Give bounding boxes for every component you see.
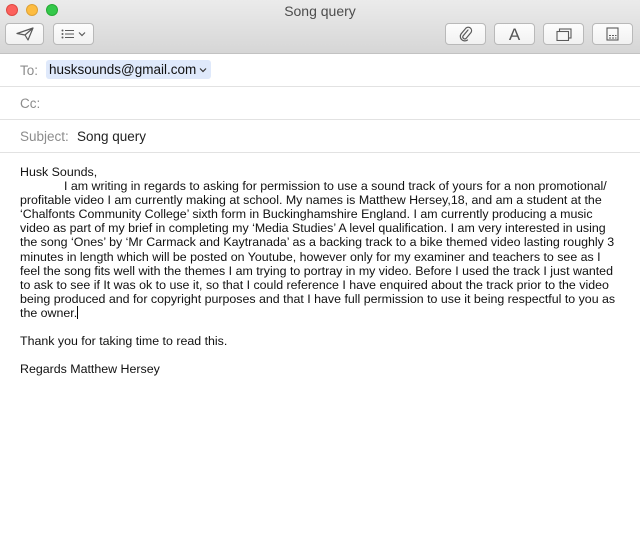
cc-row[interactable] (0, 87, 640, 120)
format-list-button[interactable] (53, 23, 94, 45)
message-paragraph (20, 179, 618, 320)
window-icon (556, 28, 572, 41)
fonts-button[interactable] (494, 23, 535, 45)
signoff-line: Regards Matthew Hersey (20, 362, 160, 377)
cc-label: Cc: (20, 96, 41, 111)
subject-field[interactable]: Song query (77, 129, 147, 144)
to-recipient-token[interactable] (46, 60, 211, 79)
send-button[interactable] (5, 23, 44, 45)
paperclip-icon (459, 26, 473, 42)
paper-plane-icon (16, 27, 34, 41)
window-title: Song query (284, 3, 356, 19)
subject-label: Subject: (20, 129, 69, 144)
to-recipient-address: husksounds@gmail.com (49, 62, 197, 77)
text-caret (77, 306, 78, 319)
message-body[interactable] (20, 165, 618, 376)
list-icon (61, 29, 75, 39)
attach-button[interactable] (445, 23, 486, 45)
thanks-line: Thank you for taking time to read this. (20, 334, 228, 349)
to-row (0, 54, 640, 87)
photo-browser-icon (606, 27, 619, 41)
chevron-down-icon (78, 31, 86, 37)
subject-row (0, 120, 640, 153)
greeting-line: Husk Sounds, (20, 165, 98, 179)
title-bar (0, 0, 640, 54)
chevron-down-icon[interactable] (199, 67, 207, 73)
to-label: To: (20, 63, 39, 78)
paragraph-text: I am writing in regards to asking for permission to use a sound track of yours for a non promotional/ profitable video I am currently making at school. My names is Matthew Hersey,18, and am a student at the ‘Chalfonts Community College’ sixth form in Buckinghamshire England. I am currently producing a music video as part of my brief in completing my ‘Media Studies’ A level qualification. I am very interested in using the song ‘Ones’ by ‘Mr Carmack and Kaytranada’ as a backing track to a bike themed video lasting roughly 3 minutes in length which will be posted on Youtube, however only for my examiner and teachers to see as I feel the song fits well with the themes I am trying to portray in my video. Before I used the track I just wanted to ask to see if It was ok to use it, so that I could reference I have enquired about the track prior to the video being produced and for copyright purposes and that I have full permission to use it being respectful to you as the owner. (20, 179, 616, 320)
photo-browser-button[interactable] (592, 23, 633, 45)
browser-button[interactable] (543, 23, 584, 45)
font-icon: A (508, 24, 521, 44)
